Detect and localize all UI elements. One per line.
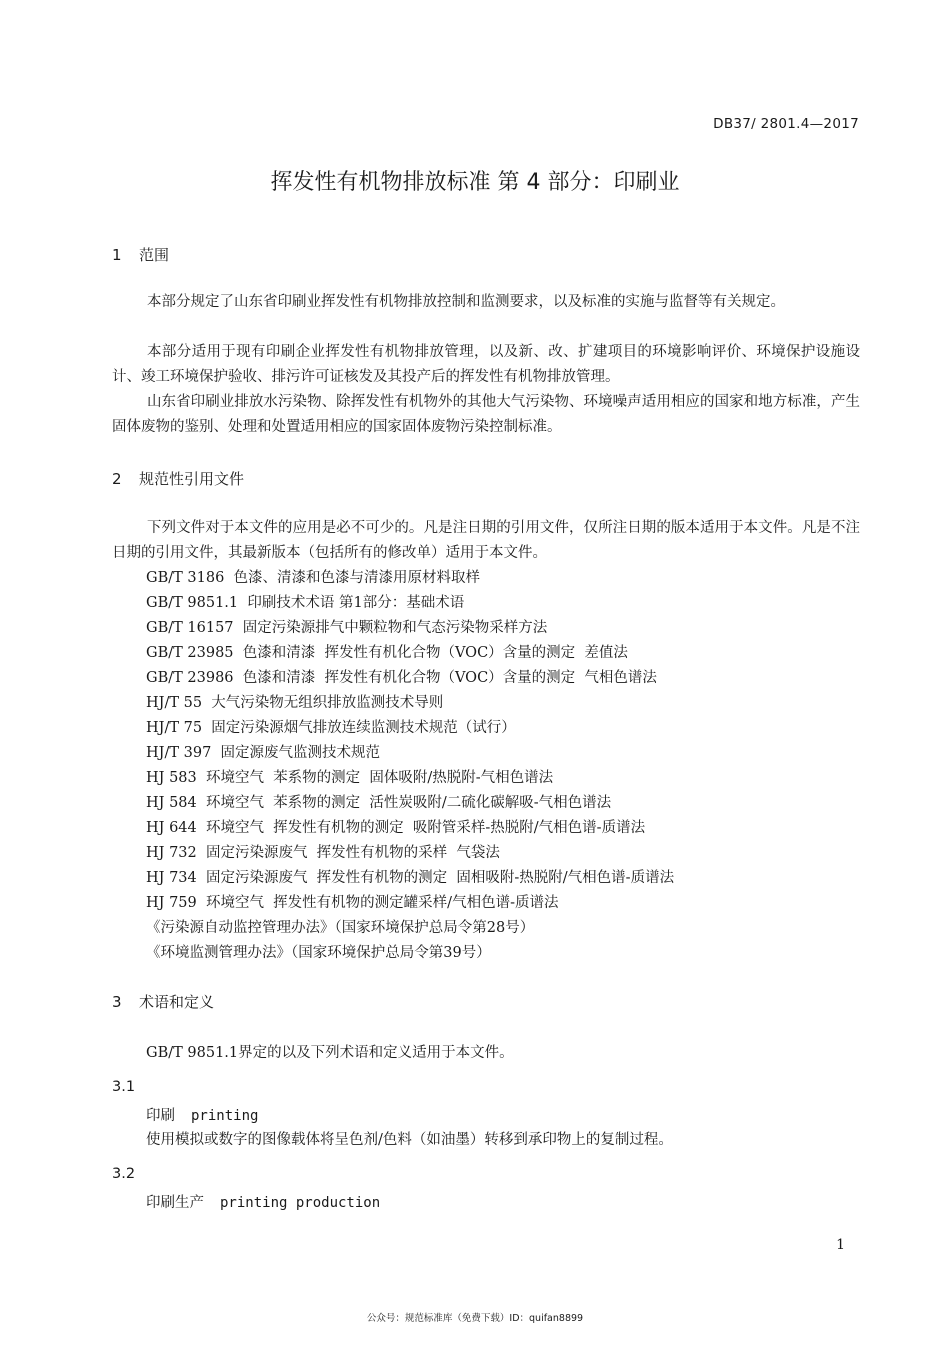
reference-item: HJ/T 55 大气污染物无组织排放监测技术导则	[146, 695, 444, 711]
section-heading-normative-references	[112, 468, 244, 489]
paragraph: 本部分适用于现有印刷企业挥发性有机物排放管理，以及新、改、扩建项目的环境影响评价、环境保护设施设计、竣工环境保护验收、排污许可证核发及其投产后的挥发性有机物排放管理。	[112, 344, 860, 385]
section-number: 1	[112, 246, 122, 264]
paragraph: 本部分规定了山东省印刷业挥发性有机物排放控制和监测要求，以及标准的实施与监督等有关规定。	[147, 294, 785, 310]
reference-item: HJ 584 环境空气 苯系物的测定 活性炭吸附/二硫化碳解吸-气相色谱法	[146, 795, 612, 811]
section-number: 3	[112, 993, 122, 1011]
reference-item: GB/T 9851.1 印刷技术术语 第1部分：基础术语	[146, 595, 465, 611]
reference-item: HJ 759 环境空气 挥发性有机物的测定罐采样/气相色谱-质谱法	[146, 895, 559, 911]
reference-item: GB/T 16157 固定污染源排气中颗粒物和气态污染物采样方法	[146, 620, 548, 636]
page-number: 1	[836, 1237, 845, 1253]
term-entry	[146, 1191, 380, 1212]
reference-item: 《污染源自动监控管理办法》（国家环境保护总局令第28号）	[146, 920, 535, 936]
reference-item: HJ/T 75 固定污染源烟气排放连续监测技术规范（试行）	[146, 720, 516, 736]
section-heading-scope	[112, 244, 169, 265]
paragraph: GB/T 9851.1界定的以及下列术语和定义适用于本文件。	[146, 1045, 514, 1061]
reference-item: HJ 583 环境空气 苯系物的测定 固体吸附/热脱附-气相色谱法	[146, 770, 554, 786]
term-definition: 使用模拟或数字的图像载体将呈色剂/色料（如油墨）转移到承印物上的复制过程。	[146, 1132, 673, 1148]
reference-item: HJ 644 环境空气 挥发性有机物的测定 吸附管采样-热脱附/气相色谱-质谱法	[146, 820, 646, 836]
reference-item: GB/T 3186 色漆、清漆和色漆与清漆用原材料取样	[146, 570, 481, 586]
section-title: 范围	[139, 246, 170, 264]
clause-number: 3.2	[112, 1166, 136, 1182]
reference-item: HJ/T 397 固定源废气监测技术规范	[146, 745, 381, 761]
reference-item: HJ 732 固定污染源废气 挥发性有机物的采样 气袋法	[146, 845, 500, 861]
term-english: printing	[191, 1108, 259, 1124]
term-chinese: 印刷生产	[146, 1195, 204, 1211]
paragraph: 下列文件对于本文件的应用是必不可少的。凡是注日期的引用文件，仅所注日期的版本适用于本文件。凡是不注日期的引用文件，其最新版本（包括所有的修改单）适用于本文件。	[112, 520, 860, 561]
term-chinese: 印刷	[146, 1108, 175, 1124]
footer-watermark: 公众号：规范标准库（免费下载）ID：quifan8899	[366, 1313, 584, 1324]
section-title: 术语和定义	[139, 993, 215, 1011]
section-title: 规范性引用文件	[139, 470, 245, 488]
term-english: printing production	[220, 1195, 381, 1211]
term-entry	[146, 1104, 258, 1125]
clause-number: 3.1	[112, 1079, 136, 1095]
section-heading-terms-definitions	[112, 991, 214, 1012]
paragraph: 山东省印刷业排放水污染物、除挥发性有机物外的其他大气污染物、环境噪声适用相应的国家和地方标准，产生固体废物的鉴别、处理和处置适用相应的国家固体废物污染控制标准。	[112, 394, 860, 435]
section-number: 2	[112, 470, 122, 488]
document-title: 挥发性有机物排放标准 第 4 部分：印刷业	[270, 170, 680, 195]
reference-list	[146, 566, 674, 966]
document-code: DB37/ 2801.4—2017	[713, 116, 859, 132]
reference-item: HJ 734 固定污染源废气 挥发性有机物的测定 固相吸附-热脱附/气相色谱-质谱法	[146, 870, 675, 886]
reference-item: GB/T 23986 色漆和清漆 挥发性有机化合物（VOC）含量的测定 气相色谱法	[146, 670, 657, 686]
reference-item: 《环境监测管理办法》（国家环境保护总局令第39号）	[146, 945, 491, 961]
reference-item: GB/T 23985 色漆和清漆 挥发性有机化合物（VOC）含量的测定 差值法	[146, 645, 628, 661]
